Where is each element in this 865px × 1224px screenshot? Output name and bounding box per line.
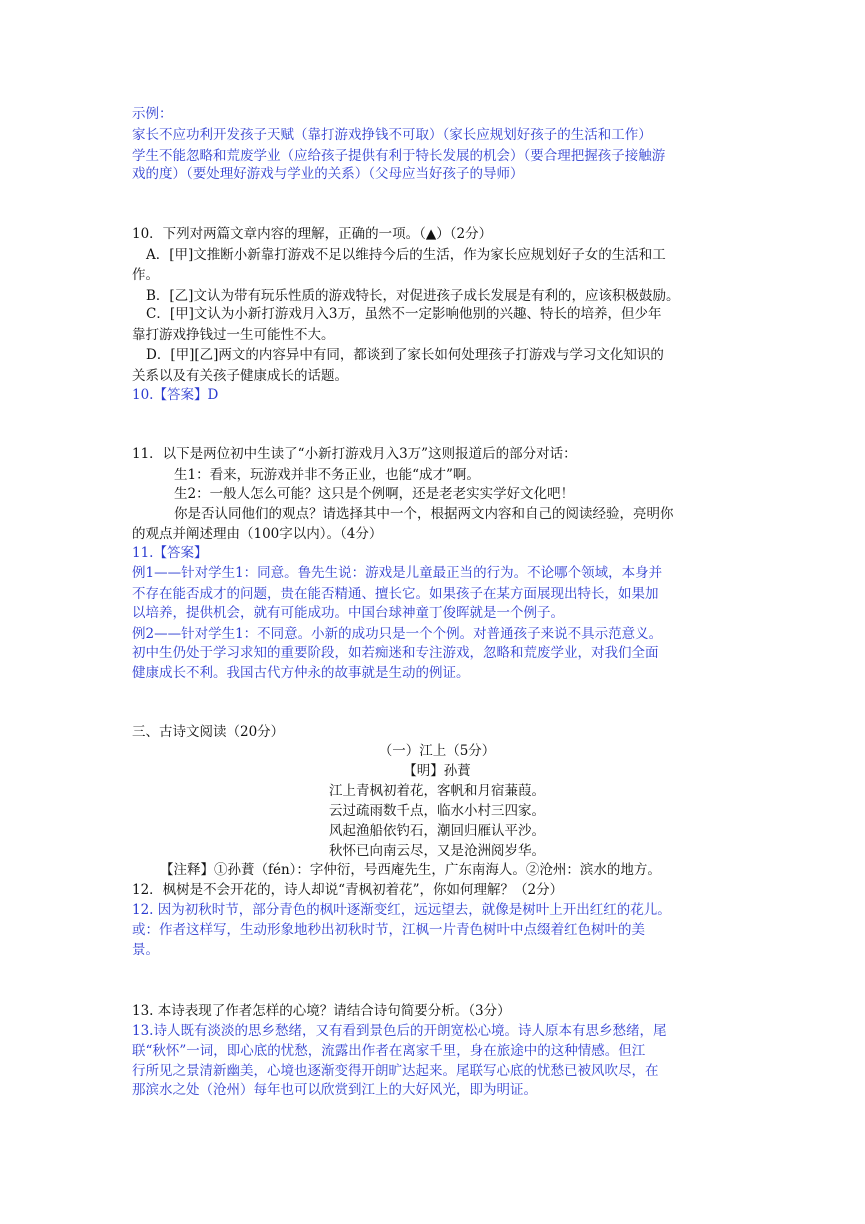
question-11-prompt-cont: 的观点并阐述理由（100字以内）。（4分） bbox=[132, 526, 383, 542]
section-3-heading: 三、古诗文阅读（20分） bbox=[132, 724, 285, 740]
question-12-answer-cont: 或：作者这样写，生动形象地秒出初秋时节，江枫一片青色树叶中点缀着红色树叶的美 bbox=[132, 922, 645, 938]
question-12-answer: 12. 因为初秋时节，部分青色的枫叶逐渐变红，远远望去，就像是树叶上开出红红的花儿。 bbox=[132, 902, 671, 918]
option-a: A．[甲]文推断小新靠打游戏不足以维持今后的生活，作为家长应规划好子女的生活和工 bbox=[146, 247, 666, 263]
answer-example-1-cont: 不存在能否成才的问题，贵在能否精通、擅长它。如果孩子在某方面展现出特长，如果加 bbox=[132, 586, 659, 602]
answer-example-2-cont: 初中生仍处于学习求知的重要阶段，如若痴迷和专注游戏，忽略和荒废学业，对我们全面 bbox=[132, 645, 659, 661]
example-line: 戏的度）（要处理好游戏与学业的关系）（父母应当好孩子的导师） bbox=[132, 166, 524, 182]
poem-line: 云过疏雨数千点，临水小村三四家。 bbox=[329, 803, 545, 819]
dialogue-student-2: 生2：一般人怎么可能？这只是个例啊，还是老老实实学好文化吧！ bbox=[174, 486, 575, 502]
poem-line: 江上青枫初着花，客帆和月宿蒹葭。 bbox=[329, 783, 545, 799]
dialogue-student-1: 生1：看来，玩游戏并非不务正业，也能“成才”啊。 bbox=[174, 467, 480, 483]
question-11-prompt: 你是否认同他们的观点？请选择其中一个，根据两文内容和自己的阅读经验，亮明你 bbox=[174, 506, 674, 522]
example-line: 家长不应功利开发孩子天赋（靠打游戏挣钱不可取）（家长应规划好孩子的生活和工作） bbox=[132, 127, 652, 143]
example-heading: 示例： bbox=[132, 106, 173, 122]
question-10-answer: 10.【答案】D bbox=[132, 387, 219, 403]
poem-annotation: 【注释】①孙蕡（fén）：字仲衍，号西庵先生，广东南海人。②沧州：滨水的地方。 bbox=[160, 862, 661, 878]
option-b: B．[乙]文认为带有玩乐性质的游戏特长，对促进孩子成长发展是有利的，应该积极鼓励。 bbox=[146, 288, 680, 304]
answer-example-1: 例1——针对学生1：同意。鲁先生说：游戏是儿童最正当的行为。不论哪个领域，本身并 bbox=[132, 565, 663, 581]
question-12-answer-cont: 景。 bbox=[132, 942, 159, 958]
question-12-stem: 12．枫树是不会开花的，诗人却说“青枫初着花”，你如何理解？（2分） bbox=[132, 882, 564, 898]
answer-example-2: 例2——针对学生1：不同意。小新的成功只是一个个例。对普通孩子来说不具示范意义。 bbox=[132, 626, 663, 642]
option-c-cont: 靠打游戏挣钱过一生可能性不大。 bbox=[132, 327, 335, 343]
poem-line: 秋怀已向南云尽，又是沧洲阅岁华。 bbox=[329, 843, 545, 859]
option-a-cont: 作。 bbox=[132, 267, 159, 283]
option-c: C．[甲]文认为小新打游戏月入3万，虽然不一定影响他别的兴趣、特长的培养，但少年 bbox=[146, 306, 662, 322]
poem-author: 【明】孙蕡 bbox=[403, 763, 471, 779]
question-13-answer: 13.诗人既有淡淡的思乡愁绪，又有看到景色后的开朗宽松心境。诗人原本有思乡愁绪，尾 bbox=[132, 1023, 667, 1039]
answer-example-2-cont: 健康成长不利。我国古代方仲永的故事就是生动的例证。 bbox=[132, 665, 470, 681]
question-11-answer-label: 11.【答案】 bbox=[132, 545, 208, 561]
question-11-stem: 11．以下是两位初中生读了“小新打游戏月入3万”这则报道后的部分对话： bbox=[132, 446, 577, 462]
option-d-cont: 关系以及有关孩子健康成长的话题。 bbox=[132, 368, 348, 384]
question-13-stem: 13. 本诗表现了作者怎样的心境？请结合诗句简要分析。（3分） bbox=[132, 1003, 511, 1019]
question-10-stem: 10．下列对两篇文章内容的理解，正确的一项。（▲）（2分） bbox=[132, 226, 493, 242]
example-line: 学生不能忽略和荒废学业（应给孩子提供有利于特长发展的机会）（要合理把握孩子接触游 bbox=[132, 148, 666, 164]
question-13-answer-cont: 联“秋怀”一词，即心底的忧愁，流露出作者在离家千里，身在旅途中的这种情感。但江 bbox=[132, 1043, 646, 1059]
poem-line: 风起渔船依钓石，潮回归雁认平沙。 bbox=[329, 823, 545, 839]
answer-example-1-cont: 以培养，提供机会，就有可能成功。中国台球神童丁俊晖就是一个例子。 bbox=[132, 605, 564, 621]
option-d: D．[甲][乙]两文的内容异中有同，都谈到了家长如何处理孩子打游戏与学习文化知识的 bbox=[146, 347, 664, 363]
question-13-answer-cont: 行所见之景清新幽美，心境也逐渐变得开朗旷达起来。尾联写心底的忧愁已被风吹尽，在 bbox=[132, 1063, 659, 1079]
poem-title: （一）江上（5分） bbox=[378, 743, 496, 759]
question-13-answer-cont: 那滨水之处（沧州）每年也可以欣赏到江上的大好风光，即为明证。 bbox=[132, 1082, 537, 1098]
